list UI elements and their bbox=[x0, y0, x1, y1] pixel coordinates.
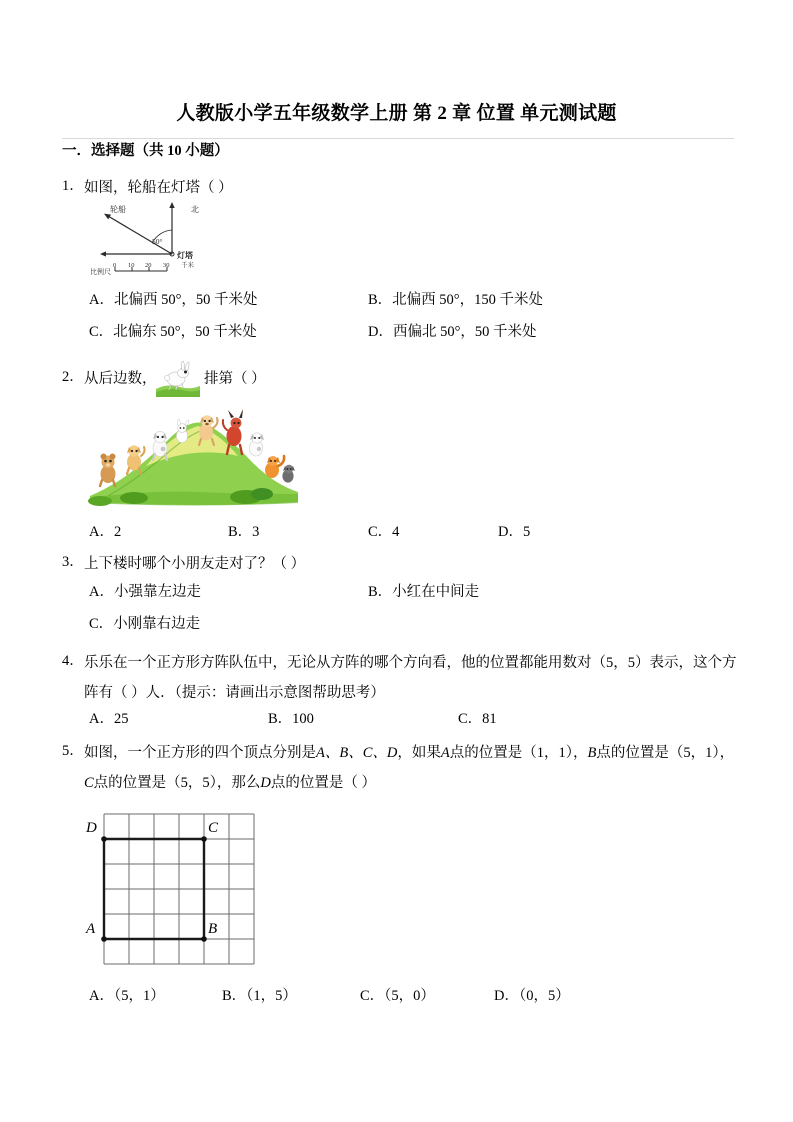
q5-l1-f: B bbox=[587, 745, 597, 761]
question-5-text-line1 bbox=[84, 740, 734, 766]
option-text: 5 bbox=[522, 524, 531, 540]
svg-text:50°: 50° bbox=[152, 237, 163, 246]
question-5-figure bbox=[86, 806, 260, 970]
grid-vertex-label-d: D bbox=[86, 820, 97, 836]
question-1-option-a[interactable] bbox=[89, 289, 258, 311]
question-1-option-b[interactable] bbox=[368, 289, 543, 311]
q5-l2-c: D bbox=[260, 775, 271, 791]
question-2-option-c[interactable] bbox=[368, 521, 399, 543]
option-text: 3 bbox=[252, 524, 260, 540]
option-key: D． bbox=[368, 324, 393, 340]
q5-l1-b: A、B、C、D bbox=[316, 745, 398, 761]
option-key: A． bbox=[89, 292, 114, 308]
q5-l1-c: ，如果 bbox=[397, 745, 441, 761]
grid-vertex-label-c: C bbox=[208, 820, 219, 836]
q5-l1-g: 点的位置是（5，1）， bbox=[596, 745, 735, 761]
q5-l2-b: 点的位置是（5，5），那么 bbox=[93, 775, 261, 791]
question-3-option-c[interactable] bbox=[89, 613, 200, 635]
question-4-option-c[interactable] bbox=[458, 708, 497, 730]
question-2-number: 2． bbox=[62, 369, 84, 385]
svg-text:轮船: 轮船 bbox=[110, 205, 126, 214]
svg-text:比例尺: 比例尺 bbox=[90, 268, 111, 276]
question-4-text-line1: 乐乐在一个正方形方阵队伍中，无论从方阵的哪个方向看，他的位置都能用数对（5，5）表示，这个方 bbox=[84, 655, 737, 671]
section-header: 一．选择题（共 10 小题） bbox=[62, 143, 229, 159]
option-key: B． bbox=[368, 584, 393, 600]
svg-text:灯塔: 灯塔 bbox=[177, 251, 193, 260]
option-text: 小强靠左边走 bbox=[113, 584, 201, 600]
svg-text:北: 北 bbox=[191, 205, 199, 214]
q5-l2-a: C bbox=[84, 775, 94, 791]
option-text: 北偏西 50°，50 千米处 bbox=[113, 292, 258, 308]
option-key: B． bbox=[228, 524, 253, 540]
option-key: A． bbox=[89, 524, 114, 540]
question-4-number: 4． bbox=[62, 653, 84, 669]
question-2-option-a[interactable] bbox=[89, 521, 121, 543]
question-5-option-d[interactable] bbox=[494, 985, 570, 1007]
q5-l1-a: 如图，一个正方形的四个顶点分别是 bbox=[84, 745, 316, 761]
option-key: C． bbox=[368, 524, 393, 540]
option-text: （5，0） bbox=[384, 988, 435, 1004]
option-key: C． bbox=[458, 711, 483, 727]
question-3-option-b[interactable] bbox=[368, 581, 479, 603]
question-5-option-c[interactable] bbox=[360, 985, 435, 1007]
q5-l1-d: A bbox=[440, 745, 450, 761]
question-1-option-c[interactable] bbox=[89, 321, 257, 343]
svg-text:0: 0 bbox=[113, 262, 117, 269]
option-key: B． bbox=[268, 711, 293, 727]
question-5-option-b[interactable] bbox=[222, 985, 297, 1007]
option-text: 4 bbox=[392, 524, 400, 540]
option-text: 西偏北 50°，50 千米处 bbox=[392, 324, 537, 340]
section-divider bbox=[62, 138, 734, 139]
option-text: 小红在中间走 bbox=[392, 584, 480, 600]
option-text: 小刚靠右边走 bbox=[113, 616, 201, 632]
option-key: B． bbox=[222, 988, 247, 1004]
question-2-option-d[interactable] bbox=[498, 521, 530, 543]
grid-vertex-label-b: B bbox=[208, 921, 218, 937]
option-text: 北偏东 50°，50 千米处 bbox=[113, 324, 257, 340]
option-key: C． bbox=[360, 988, 385, 1004]
question-4-text-line2: 阵有（ ）人．（提示：请画出示意图帮助思考） bbox=[84, 685, 385, 701]
question-5-option-a[interactable] bbox=[89, 985, 165, 1007]
option-text: （0，5） bbox=[518, 988, 570, 1004]
svg-text:10: 10 bbox=[128, 262, 135, 269]
option-text: 2 bbox=[113, 524, 122, 540]
question-2-text-before: 从后边数， bbox=[84, 371, 157, 387]
option-text: 100 bbox=[292, 711, 314, 727]
question-4-option-a[interactable] bbox=[89, 708, 128, 730]
svg-text:20: 20 bbox=[145, 262, 152, 269]
option-text: （1，5） bbox=[246, 988, 297, 1004]
question-5-number: 5． bbox=[62, 743, 84, 759]
option-key: D． bbox=[498, 524, 523, 540]
q5-l2-d: 点的位置是（ ） bbox=[270, 775, 377, 791]
svg-text:千米: 千米 bbox=[181, 262, 194, 269]
option-key: C． bbox=[89, 324, 114, 340]
q5-l1-e: 点的位置是（1，1）， bbox=[449, 745, 588, 761]
option-text: 北偏西 50°，150 千米处 bbox=[392, 292, 543, 308]
rabbit-icon bbox=[156, 359, 200, 397]
question-2-figure bbox=[86, 404, 302, 508]
question-4-option-b[interactable] bbox=[268, 708, 314, 730]
question-5-text-line2 bbox=[84, 770, 376, 796]
question-2-text-after: 排第（ ） bbox=[204, 371, 266, 387]
page-title: 人教版小学五年级数学上册 第 2 章 位置 单元测试题 bbox=[176, 103, 617, 124]
option-key: A． bbox=[89, 711, 114, 727]
option-text: （5，1） bbox=[113, 988, 165, 1004]
question-3-number: 3． bbox=[62, 554, 84, 570]
question-3-option-a[interactable] bbox=[89, 581, 201, 603]
option-text: 25 bbox=[113, 711, 129, 727]
question-1-option-d[interactable] bbox=[368, 321, 537, 343]
svg-text:30: 30 bbox=[163, 262, 170, 269]
grid-vertex-label-a: A bbox=[86, 921, 96, 937]
option-key: B． bbox=[368, 292, 393, 308]
question-1-text: 如图，轮船在灯塔（ ） bbox=[84, 180, 233, 196]
option-key: C． bbox=[89, 616, 114, 632]
question-1-number: 1． bbox=[62, 178, 84, 194]
option-key: A． bbox=[89, 584, 114, 600]
question-1-figure bbox=[88, 196, 218, 278]
option-key: A． bbox=[89, 988, 114, 1004]
option-key: D． bbox=[494, 988, 519, 1004]
question-3-text: 上下楼时哪个小朋友走对了？（ ） bbox=[84, 556, 306, 572]
question-2-option-b[interactable] bbox=[228, 521, 259, 543]
option-text: 81 bbox=[482, 711, 497, 727]
